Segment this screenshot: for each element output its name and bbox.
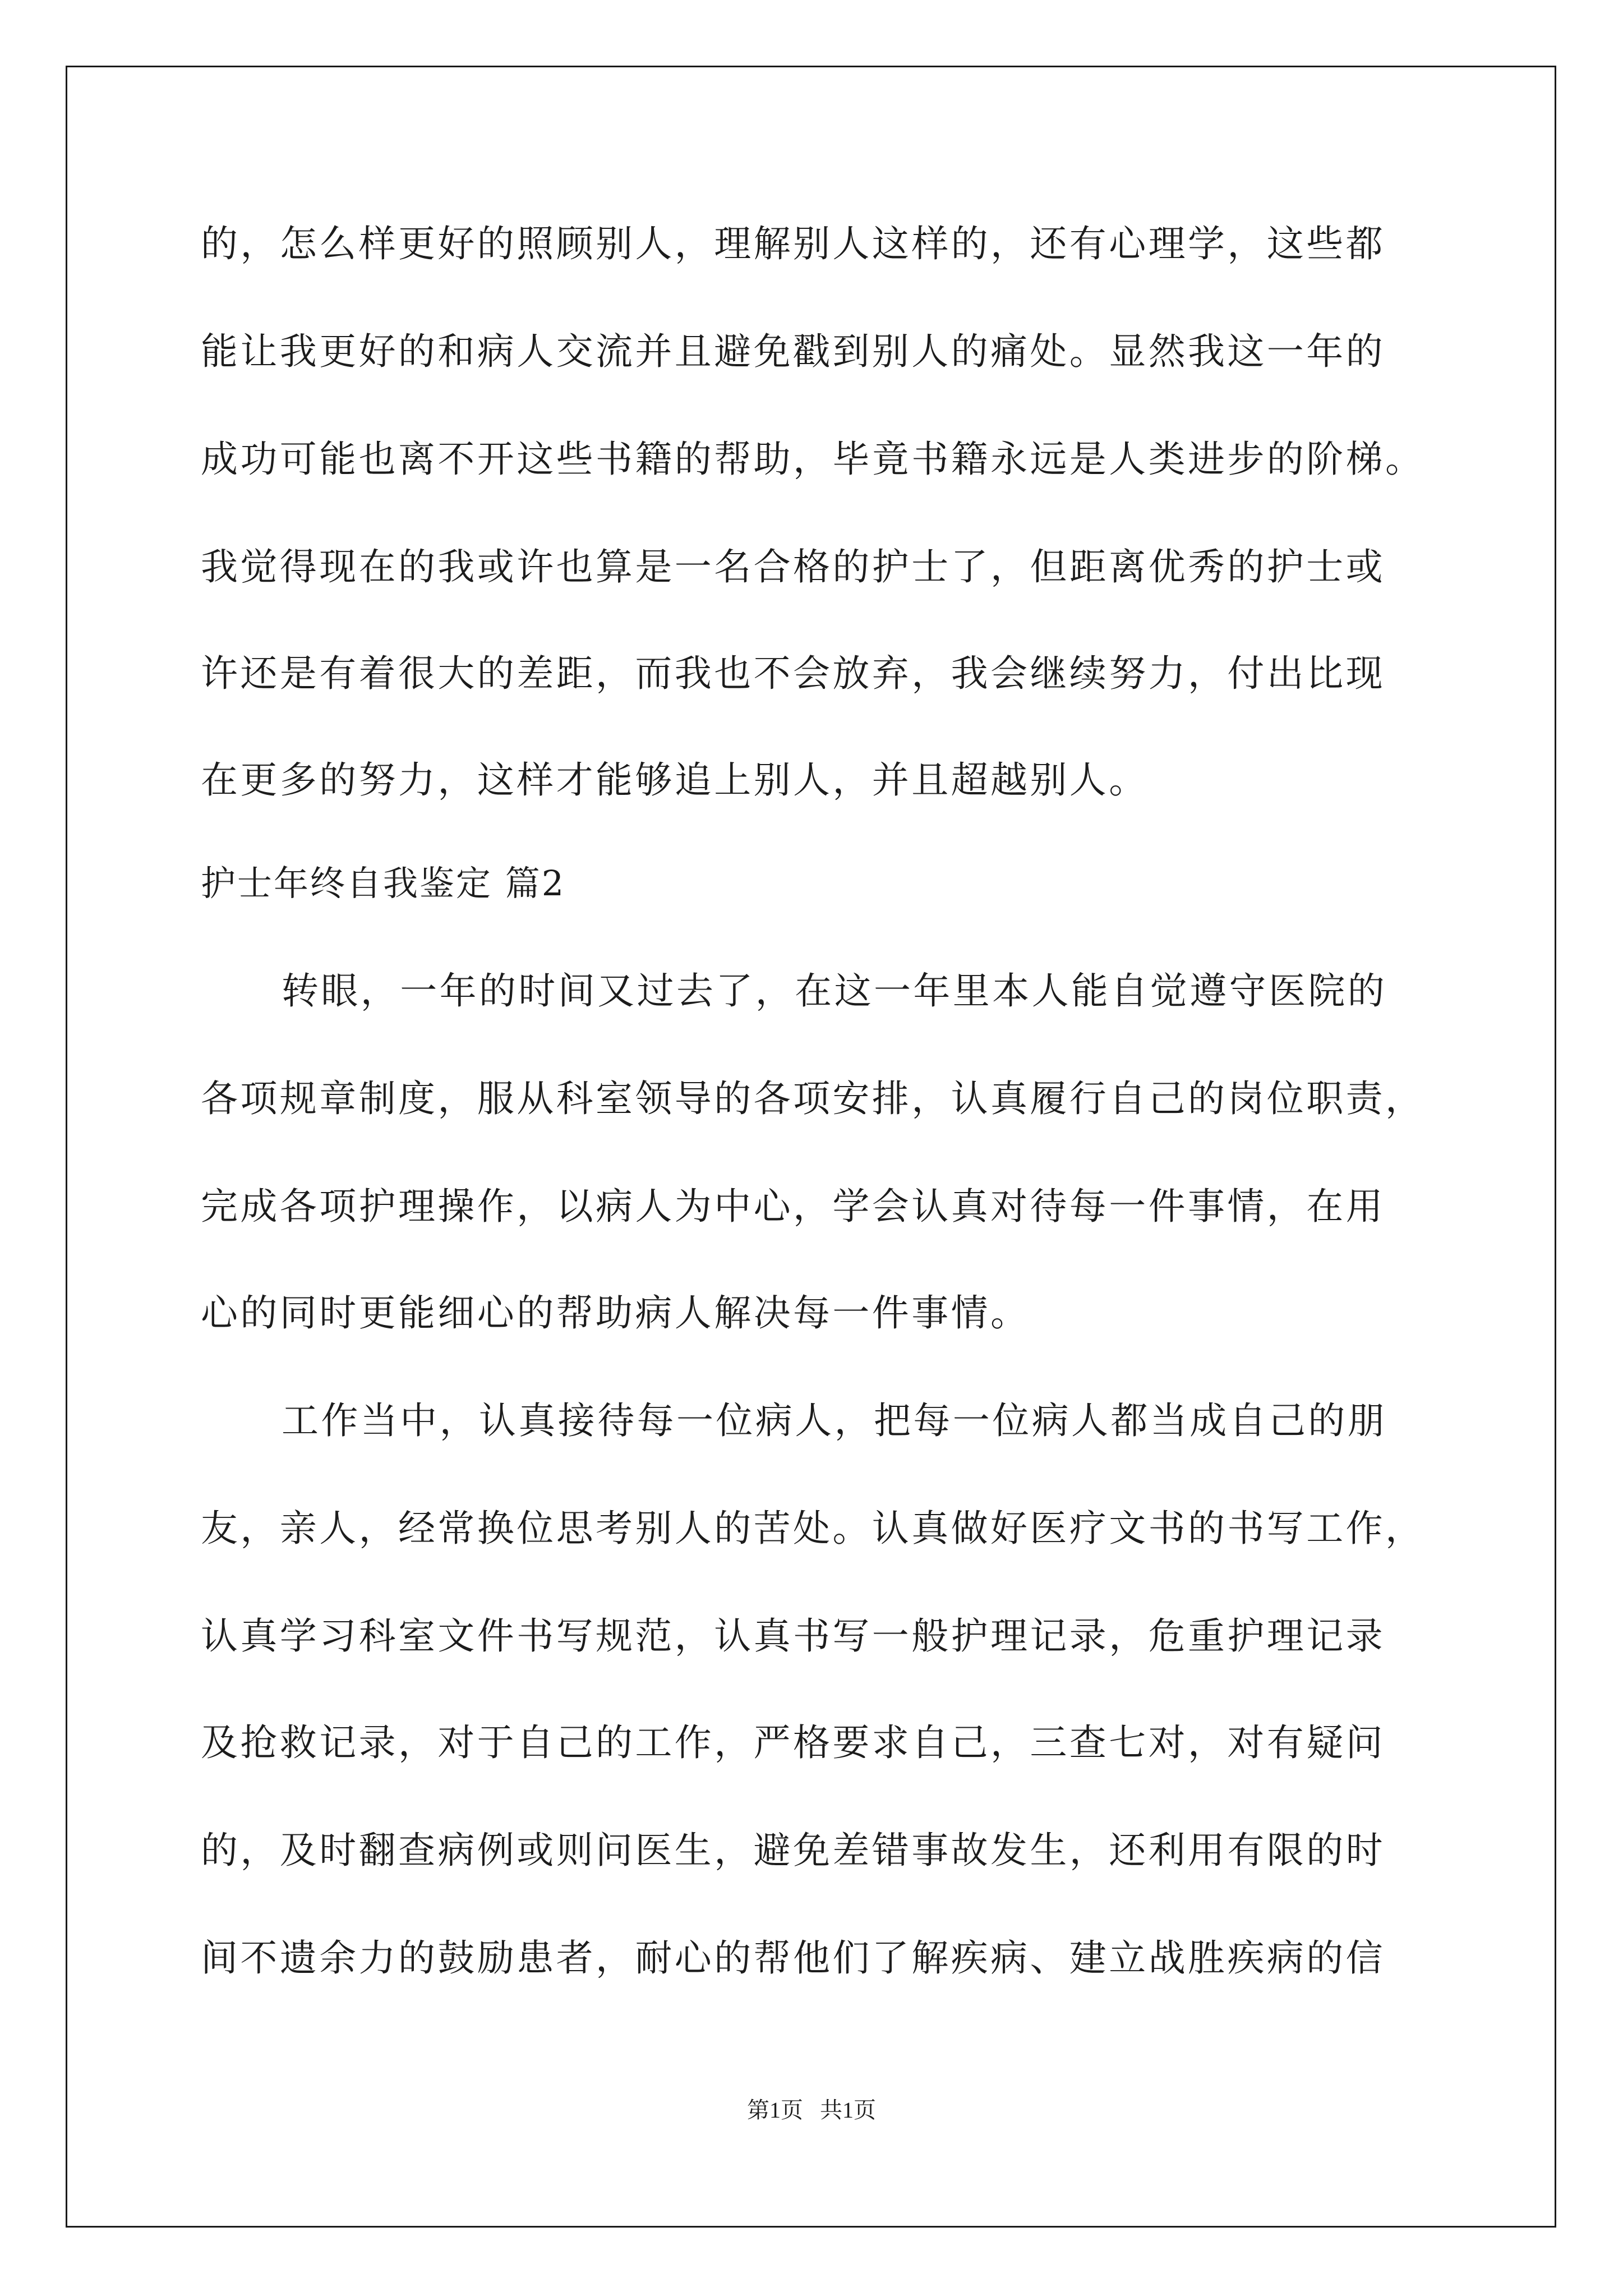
body-text-line: 的，怎么样更好的照顾别人，理解别人这样的，还有心理学，这些都: [201, 222, 1385, 265]
body-text-line: 间不遗余力的鼓励患者，耐心的帮他们了解疾病、建立战胜疾病的信: [201, 1936, 1385, 1980]
body-text-line: 工作当中，认真接待每一位病人，把每一位病人都当成自己的朋: [282, 1399, 1387, 1442]
body-text-line: 能让我更好的和病人交流并且避免戳到别人的痛处。显然我这一年的: [201, 330, 1385, 373]
body-text-line: 友，亲人，经常换位思考别人的苦处。认真做好医疗文书的书写工作，: [201, 1507, 1425, 1550]
body-text-line: 完成各项护理操作，以病人为中心，学会认真对待每一件事情，在用: [201, 1185, 1385, 1228]
body-text-line: 心的同时更能细心的帮助病人解决每一件事情。: [201, 1291, 1030, 1335]
body-text-line: 成功可能也离不开这些书籍的帮助，毕竟书籍永远是人类进步的阶梯。: [201, 438, 1425, 481]
body-text-line: 认真学习科室文件书写规范，认真书写一般护理记录，危重护理记录: [201, 1614, 1385, 1658]
body-text-line: 的，及时翻查病例或则问医生，避免差错事故发生，还利用有限的时: [201, 1829, 1385, 1872]
body-text-line: 许还是有着很大的差距，而我也不会放弃，我会继续努力，付出比现: [201, 652, 1385, 695]
section-heading: 护士年终自我鉴定 篇2: [201, 863, 566, 904]
body-text-line: 转眼，一年的时间又过去了，在这一年里本人能自觉遵守医院的: [282, 969, 1387, 1013]
page-number-footer: 第1页 共1页: [747, 2097, 876, 2123]
body-text-line: 在更多的努力，这样才能够追上别人，并且超越别人。: [201, 758, 1149, 802]
body-text-line: 我觉得现在的我或许也算是一名合格的护士了，但距离优秀的护士或: [201, 545, 1385, 588]
body-text-line: 及抢救记录，对于自己的工作，严格要求自己，三查七对，对有疑问: [201, 1721, 1385, 1764]
body-text-line: 各项规章制度，服从科室领导的各项安排，认真履行自己的岗位职责，: [201, 1077, 1425, 1120]
page-border: [66, 66, 1556, 2228]
